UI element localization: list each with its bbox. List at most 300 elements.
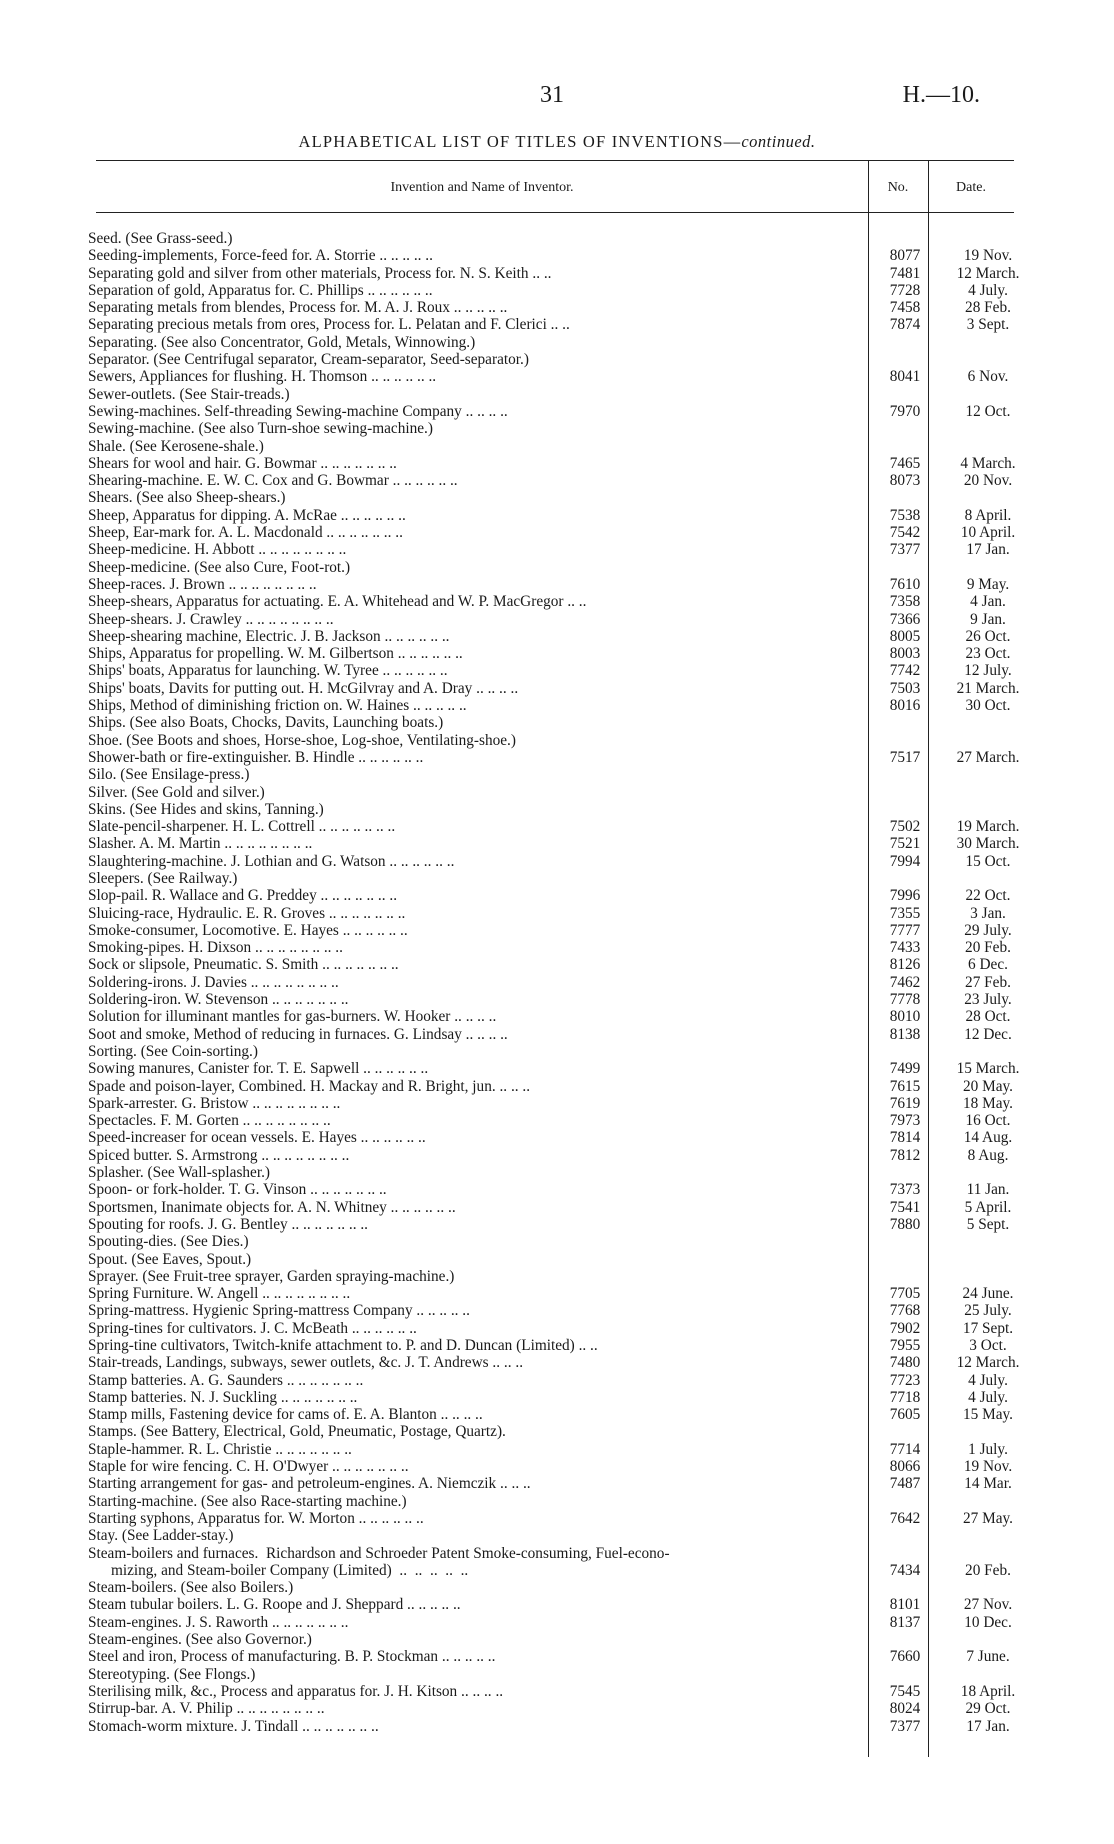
list-item [88, 1095, 1048, 1112]
invention-title: Sheep-shearing machine, Electric. J. B. Jackson .. .. .. .. .. .. [88, 627, 450, 645]
patent-number: 7768 [889, 1302, 921, 1320]
document-reference: H.—10. [902, 82, 980, 108]
patent-date: 12 July. [964, 662, 1012, 680]
list-item [88, 680, 1048, 697]
invention-title: Stay. (See Ladder-stay.) [88, 1527, 234, 1545]
patent-date: 26 Oct. [965, 627, 1011, 645]
rule-top [96, 160, 1014, 161]
list-item [88, 611, 1048, 628]
patent-number: 7610 [889, 575, 921, 593]
patent-number: 7502 [889, 818, 921, 836]
list-item [88, 853, 1048, 870]
patent-number: 8066 [889, 1458, 921, 1476]
list-item [88, 1354, 1048, 1371]
list-item [88, 1700, 1048, 1717]
list-item [88, 766, 1048, 783]
inventions-list [88, 230, 1048, 1735]
patent-number: 7718 [889, 1388, 921, 1406]
invention-title: Sowing manures, Canister for. T. E. Sapwell .. .. .. .. .. .. [88, 1060, 429, 1078]
col-header-invention: Invention and Name of Inventor. [390, 180, 574, 195]
list-item [88, 507, 1048, 524]
title-continued: continued. [741, 132, 816, 151]
invention-title: Ships' boats, Davits for putting out. H. McGilvray and A. Dray .. .. .. .. [88, 679, 519, 697]
list-item [88, 1043, 1048, 1060]
patent-number: 7996 [889, 887, 921, 905]
patent-number: 7465 [889, 454, 921, 472]
patent-date: 23 Oct. [965, 645, 1011, 663]
patent-date: 8 Aug. [967, 1146, 1009, 1164]
list-item [88, 1060, 1048, 1077]
patent-date: 15 Oct. [965, 852, 1011, 870]
list-item [88, 801, 1048, 818]
patent-number: 7377 [889, 1717, 921, 1735]
invention-title: Sheep-shears. J. Crawley .. .. .. .. .. .. .. .. [88, 610, 334, 628]
list-item [88, 1268, 1048, 1285]
invention-title: Sheep-medicine. H. Abbott .. .. .. .. .. .. .. .. [88, 541, 347, 559]
patent-number: 8101 [889, 1596, 921, 1614]
invention-title: Shale. (See Kerosene-shale.) [88, 437, 264, 455]
list-item [88, 939, 1048, 956]
invention-title: Steam-engines. (See also Governor.) [88, 1631, 312, 1649]
patent-date: 16 Oct. [965, 1112, 1011, 1130]
invention-title: Stamps. (See Battery, Electrical, Gold, Pneumatic, Postage, Quartz). [88, 1423, 506, 1441]
list-item [88, 1147, 1048, 1164]
invention-title: Ships, Method of diminishing friction on. W. Haines .. .. .. .. .. [88, 697, 467, 715]
invention-title: Shower-bath or fire-extinguisher. B. Hindle .. .. .. .. .. .. [88, 748, 424, 766]
invention-title: Spring-tines for cultivators. J. C. McBeath .. .. .. .. .. .. [88, 1319, 417, 1337]
patent-number: 8126 [889, 956, 921, 974]
patent-date: 20 May. [963, 1077, 1013, 1095]
patent-date: 28 Oct. [965, 1008, 1011, 1026]
patent-date: 15 May. [963, 1406, 1013, 1424]
patent-number: 7660 [889, 1648, 921, 1666]
patent-number: 7373 [889, 1181, 921, 1199]
patent-number: 7880 [889, 1215, 921, 1233]
list-item [88, 887, 1048, 904]
patent-date: 18 May. [963, 1094, 1013, 1112]
patent-number: 7615 [889, 1077, 921, 1095]
invention-title: Sprayer. (See Fruit-tree sprayer, Garden spraying-machine.) [88, 1267, 455, 1285]
list-item [88, 247, 1048, 264]
list-item [88, 1251, 1048, 1268]
list-item [88, 1233, 1048, 1250]
list-item [88, 1579, 1048, 1596]
list-item [88, 524, 1048, 541]
patent-number: 7377 [889, 541, 921, 559]
patent-date: 9 May. [966, 575, 1010, 593]
patent-number: 7994 [889, 852, 921, 870]
invention-title: Separating gold and silver from other materials, Process for. N. S. Keith .. .. [88, 264, 552, 282]
invention-title: Sleepers. (See Railway.) [88, 869, 238, 887]
title-main: ALPHABETICAL LIST OF TITLES OF INVENTIONS— [298, 132, 742, 151]
invention-title: Shearing-machine. E. W. C. Cox and G. Bowmar .. .. .. .. .. .. [88, 472, 458, 490]
invention-title: Silver. (See Gold and silver.) [88, 783, 265, 801]
list-item [88, 1320, 1048, 1337]
patent-date: 19 March. [956, 818, 1020, 836]
list-item [88, 956, 1048, 973]
patent-number: 8010 [889, 1008, 921, 1026]
list-item [88, 541, 1048, 558]
invention-title: Starting syphons, Apparatus for. W. Morton .. .. .. .. .. .. [88, 1509, 424, 1527]
patent-date: 28 Feb. [965, 299, 1011, 317]
invention-title: Slop-pail. R. Wallace and G. Preddey .. .. .. .. .. .. .. [88, 887, 398, 905]
list-item [88, 576, 1048, 593]
invention-title: Sheep, Apparatus for dipping. A. McRae .. .. .. .. .. .. [88, 506, 406, 524]
list-item [88, 974, 1048, 991]
list-item [88, 1527, 1048, 1544]
invention-title: Separator. (See Centrifugal separator, Cream-separator, Seed-separator.) [88, 351, 529, 369]
patent-date: 20 Feb. [965, 939, 1011, 957]
patent-number: 7874 [889, 316, 921, 334]
patent-number: 7642 [889, 1509, 921, 1527]
list-item [88, 1372, 1048, 1389]
patent-number: 7778 [889, 991, 921, 1009]
patent-number: 7355 [889, 904, 921, 922]
list-item [88, 1129, 1048, 1146]
patent-number: 7777 [889, 921, 921, 939]
invention-title: Sewing-machines. Self-threading Sewing-machine Company .. .. .. .. [88, 402, 508, 420]
invention-title: Sheep-shears, Apparatus for actuating. E. A. Whitehead and W. P. MacGregor .. .. [88, 593, 587, 611]
patent-date: 9 Jan. [970, 610, 1006, 628]
patent-date: 4 March. [960, 454, 1016, 472]
invention-title: Sheep-medicine. (See also Cure, Foot-rot.) [88, 558, 351, 576]
list-item [88, 282, 1048, 299]
col-header-no: No. [887, 180, 909, 195]
patent-date: 17 Sept. [962, 1319, 1014, 1337]
invention-title: Separating. (See also Concentrator, Gold, Metals, Winnowing.) [88, 333, 476, 351]
invention-title: Spoon- or fork-holder. T. G. Vinson .. .. .. .. .. .. .. [88, 1181, 387, 1199]
patent-date: 4 July. [968, 1371, 1008, 1389]
invention-title: Shears. (See also Sheep-shears.) [88, 489, 286, 507]
patent-number: 7619 [889, 1094, 921, 1112]
patent-number: 7955 [889, 1337, 921, 1354]
invention-title: Spouting-dies. (See Dies.) [88, 1233, 249, 1251]
invention-title: Stirrup-bar. A. V. Philip .. .. .. .. .. .. .. .. [88, 1700, 325, 1718]
invention-title: Soot and smoke, Method of reducing in furnaces. G. Lindsay .. .. .. .. [88, 1025, 508, 1043]
invention-title: Sheep, Ear-mark for. A. L. Macdonald .. .. .. .. .. .. .. [88, 524, 403, 542]
patent-number: 8005 [889, 627, 921, 645]
patent-date: 3 Sept. [966, 316, 1010, 334]
invention-title: Sewer-outlets. (See Stair-treads.) [88, 385, 290, 403]
patent-number: 7973 [889, 1112, 921, 1130]
list-item [88, 1181, 1048, 1198]
list-item [88, 299, 1048, 316]
invention-title: Spring Furniture. W. Angell .. .. .. .. .. .. .. .. [88, 1285, 351, 1303]
list-item [88, 1406, 1048, 1423]
list-item [88, 749, 1048, 766]
invention-title: Smoke-consumer, Locomotive. E. Hayes .. .. .. .. .. .. [88, 921, 408, 939]
patent-number: 8137 [889, 1613, 921, 1631]
patent-number: 7723 [889, 1371, 921, 1389]
list-item [88, 1078, 1048, 1095]
list-item [88, 1666, 1048, 1683]
list-item [88, 334, 1048, 351]
invention-title: Slaughtering-machine. J. Lothian and G. Watson .. .. .. .. .. .. [88, 852, 455, 870]
list-item [88, 386, 1048, 403]
invention-title: Steam-engines. J. S. Raworth .. .. .. .. .. .. .. [88, 1613, 349, 1631]
invention-title: Spark-arrester. G. Bristow .. .. .. .. .. .. .. .. [88, 1094, 341, 1112]
list-item [88, 420, 1048, 437]
rule-header-bottom [96, 212, 1014, 213]
invention-title: Separation of gold, Apparatus for. C. Phillips .. .. .. .. .. .. [88, 281, 433, 299]
patent-number: 8024 [889, 1700, 921, 1718]
list-item [88, 1389, 1048, 1406]
patent-date: 5 April. [964, 1198, 1012, 1216]
invention-title: Steam-boilers. (See also Boilers.) [88, 1579, 294, 1597]
patent-date: 10 Dec. [964, 1613, 1012, 1631]
list-item [88, 316, 1048, 333]
patent-date: 4 July. [968, 281, 1008, 299]
patent-date: 15 March. [956, 1060, 1020, 1078]
patent-number: 7902 [889, 1319, 921, 1337]
list-item [88, 368, 1048, 385]
patent-number: 7433 [889, 939, 921, 957]
invention-title: Staple-hammer. R. L. Christie .. .. .. .. .. .. .. [88, 1440, 352, 1458]
list-item [88, 230, 1048, 247]
invention-title: Starting-machine. (See also Race-starting machine.) [88, 1492, 407, 1510]
patent-date: 12 Dec. [964, 1025, 1012, 1043]
invention-title: Soldering-iron. W. Stevenson .. .. .. .. .. .. .. [88, 991, 349, 1009]
patent-number: 7541 [889, 1198, 921, 1216]
invention-title: Steam-boilers and furnaces. Richardson and Schroeder Patent Smoke-consuming, Fuel-econo- mizing, and Steam-boiler Company (Limited) .. .. .. .. .. [88, 1544, 670, 1579]
invention-title: Stamp batteries. A. G. Saunders .. .. .. .. .. .. .. [88, 1371, 364, 1389]
list-item [88, 1631, 1048, 1648]
list-item [88, 1493, 1048, 1510]
list-item [88, 1285, 1048, 1302]
list-item [88, 559, 1048, 576]
patent-date: 12 Oct. [965, 402, 1011, 420]
invention-title: Spring-tine cultivators, Twitch-knife attachment to. P. and D. Duncan (Limited) .. .. [88, 1337, 598, 1354]
list-item [88, 991, 1048, 1008]
list-item [88, 1423, 1048, 1440]
invention-title: Spiced butter. S. Armstrong .. .. .. .. .. .. .. .. [88, 1146, 350, 1164]
page-title [0, 132, 1114, 152]
patent-date: 21 March. [956, 679, 1020, 697]
patent-number: 7517 [889, 748, 921, 766]
list-item [88, 662, 1048, 679]
patent-date: 7 June. [966, 1648, 1010, 1666]
patent-number: 7487 [889, 1475, 921, 1493]
patent-number: 7814 [889, 1129, 921, 1147]
patent-date: 8 April. [964, 506, 1012, 524]
patent-number: 7705 [889, 1285, 921, 1303]
patent-date: 18 April. [960, 1682, 1016, 1700]
patent-date: 24 June. [962, 1285, 1014, 1303]
list-item [88, 714, 1048, 731]
invention-title: Seeding-implements, Force-feed for. A. Storrie .. .. .. .. .. [88, 247, 433, 265]
invention-title: Solution for illuminant mantles for gas-burners. W. Hooker .. .. .. .. [88, 1008, 497, 1026]
col-header-date: Date. [956, 180, 986, 195]
patent-date: 6 Nov. [967, 368, 1009, 386]
patent-number: 8073 [889, 472, 921, 490]
invention-title: Sheep-races. J. Brown .. .. .. .. .. .. .. .. [88, 575, 317, 593]
invention-title: Sluicing-race, Hydraulic. E. R. Groves .. .. .. .. .. .. .. [88, 904, 406, 922]
list-item [88, 1475, 1048, 1492]
list-item [88, 455, 1048, 472]
list-item [88, 1026, 1048, 1043]
patent-date: 23 July. [964, 991, 1012, 1009]
patent-date: 14 Mar. [964, 1475, 1012, 1493]
invention-title: Separating precious metals from ores, Process for. L. Pelatan and F. Clerici .. .. [88, 316, 570, 334]
patent-date: 12 March. [956, 1354, 1020, 1372]
patent-number: 7503 [889, 679, 921, 697]
list-item [88, 1164, 1048, 1181]
invention-title: Sportsmen, Inanimate objects for. A. N. Whitney .. .. .. .. .. .. [88, 1198, 456, 1216]
patent-date: 27 March. [956, 748, 1020, 766]
patent-number: 7728 [889, 281, 921, 299]
list-item [88, 1510, 1048, 1527]
patent-date: 29 Oct. [965, 1700, 1011, 1718]
patent-date: 27 Feb. [965, 973, 1011, 991]
list-item [88, 265, 1048, 282]
invention-title: Spouting for roofs. J. G. Bentley .. .. .. .. .. .. .. [88, 1215, 369, 1233]
list-item [88, 438, 1048, 455]
invention-title: Shoe. (See Boots and shoes, Horse-shoe, Log-shoe, Ventilating-shoe.) [88, 731, 516, 749]
invention-title: Spectacles. F. M. Gorten .. .. .. .. .. .. .. .. [88, 1112, 331, 1130]
patent-date: 25 July. [964, 1302, 1012, 1320]
list-item [88, 472, 1048, 489]
invention-title: Spade and poison-layer, Combined. H. Mackay and R. Bright, jun. .. .. .. [88, 1077, 531, 1095]
list-item [88, 1199, 1048, 1216]
list-item [88, 1216, 1048, 1233]
invention-title: Seed. (See Grass-seed.) [88, 230, 233, 247]
patent-date: 5 Sept. [966, 1215, 1010, 1233]
list-item [88, 1458, 1048, 1475]
invention-title: Soldering-irons. J. Davies .. .. .. .. .. .. .. .. [88, 973, 339, 991]
patent-number: 8077 [889, 247, 921, 265]
patent-date: 22 Oct. [965, 887, 1011, 905]
list-item [88, 593, 1048, 610]
invention-title: Stamp mills, Fastening device for cams of. E. A. Blanton .. .. .. .. [88, 1406, 483, 1424]
patent-date: 4 Jan. [970, 593, 1006, 611]
patent-date: 10 April. [960, 524, 1016, 542]
list-item [88, 1008, 1048, 1025]
patent-number: 7366 [889, 610, 921, 628]
patent-date: 17 Jan. [966, 1717, 1010, 1735]
invention-title: Speed-increaser for ocean vessels. E. Hayes .. .. .. .. .. .. [88, 1129, 426, 1147]
patent-number: 7538 [889, 506, 921, 524]
patent-number: 7458 [889, 299, 921, 317]
patent-number: 8003 [889, 645, 921, 663]
list-item [88, 818, 1048, 835]
invention-title: Ships. (See also Boats, Chocks, Davits, Launching boats.) [88, 714, 444, 732]
patent-date: 12 March. [956, 264, 1020, 282]
list-item [88, 1441, 1048, 1458]
invention-title: Stomach-worm mixture. J. Tindall .. .. .. .. .. .. .. [88, 1717, 379, 1735]
invention-title: Ships' boats, Apparatus for launching. W. Tyree .. .. .. .. .. .. [88, 662, 448, 680]
patent-date: 17 Jan. [966, 541, 1010, 559]
patent-date: 3 Jan. [970, 904, 1006, 922]
invention-title: Stair-treads, Landings, subways, sewer outlets, &c. J. T. Andrews .. .. .. [88, 1354, 524, 1372]
patent-date: 27 Nov. [963, 1596, 1013, 1614]
list-item [88, 697, 1048, 714]
list-item [88, 1614, 1048, 1631]
list-item [88, 784, 1048, 801]
patent-number: 7714 [889, 1440, 921, 1458]
list-item [88, 1112, 1048, 1129]
list-item [88, 1683, 1048, 1700]
list-item [88, 1545, 1048, 1580]
invention-title: Sewers, Appliances for flushing. H. Thomson .. .. .. .. .. .. [88, 368, 437, 386]
invention-title: Ships, Apparatus for propelling. W. M. Gilbertson .. .. .. .. .. .. [88, 645, 463, 663]
patent-date: 30 March. [956, 835, 1020, 853]
patent-number: 7499 [889, 1060, 921, 1078]
patent-date: 20 Nov. [963, 472, 1013, 490]
patent-date: 27 May. [963, 1509, 1013, 1527]
list-item [88, 645, 1048, 662]
invention-title: Slasher. A. M. Martin .. .. .. .. .. .. .. .. [88, 835, 313, 853]
patent-number: 8138 [889, 1025, 921, 1043]
invention-title: Stereotyping. (See Flongs.) [88, 1665, 256, 1683]
patent-date: 19 Nov. [963, 1458, 1013, 1476]
invention-title: Silo. (See Ensilage-press.) [88, 766, 250, 784]
patent-number: 7462 [889, 973, 921, 991]
invention-title: Spout. (See Eaves, Spout.) [88, 1250, 252, 1268]
patent-date: 6 Dec. [968, 956, 1008, 974]
patent-number: 8016 [889, 697, 921, 715]
list-item [88, 1648, 1048, 1665]
list-item [88, 732, 1048, 749]
list-item [88, 1718, 1048, 1735]
patent-number: 7481 [889, 264, 921, 282]
invention-title: Sewing-machine. (See also Turn-shoe sewing-machine.) [88, 420, 433, 438]
patent-date: 4 July. [968, 1388, 1008, 1406]
patent-date: 19 Nov. [963, 247, 1013, 265]
invention-title: Spring-mattress. Hygienic Spring-mattress Company .. .. .. .. .. [88, 1302, 470, 1320]
invention-title: Skins. (See Hides and skins, Tanning.) [88, 800, 324, 818]
invention-title: Starting arrangement for gas- and petroleum-engines. A. Niemczik .. .. .. [88, 1475, 531, 1493]
patent-date: 11 Jan. [966, 1181, 1010, 1199]
list-item [88, 1596, 1048, 1613]
list-item [88, 628, 1048, 645]
patent-number: 7605 [889, 1406, 921, 1424]
patent-date: 20 Feb. [965, 1561, 1011, 1579]
invention-title: Splasher. (See Wall-splasher.) [88, 1164, 271, 1182]
invention-title: Steel and iron, Process of manufacturing. B. P. Stockman .. .. .. .. .. [88, 1648, 496, 1666]
patent-number: 7480 [889, 1354, 921, 1372]
patent-number: 7545 [889, 1682, 921, 1700]
list-item [88, 1337, 1048, 1354]
invention-title: Stamp batteries. N. J. Suckling .. .. .. .. .. .. .. [88, 1388, 358, 1406]
list-item [88, 489, 1048, 506]
list-item [88, 870, 1048, 887]
list-item [88, 1302, 1048, 1319]
list-item [88, 922, 1048, 939]
invention-title: Staple for wire fencing. C. H. O'Dwyer .. .. .. .. .. .. .. [88, 1458, 409, 1476]
patent-number: 7358 [889, 593, 921, 611]
patent-number: 7542 [889, 524, 921, 542]
invention-title: Smoking-pipes. H. Dixson .. .. .. .. .. .. .. .. [88, 939, 343, 957]
invention-title: Sock or slipsole, Pneumatic. S. Smith .. .. .. .. .. .. .. [88, 956, 399, 974]
invention-title: Shears for wool and hair. G. Bowmar .. .. .. .. .. .. .. [88, 454, 397, 472]
invention-title: Steam tubular boilers. L. G. Roope and J. Sheppard .. .. .. .. .. [88, 1596, 461, 1614]
patent-number: 7742 [889, 662, 921, 680]
list-item [88, 351, 1048, 368]
page-number: 31 [540, 82, 564, 108]
list-item [88, 905, 1048, 922]
patent-date: 14 Aug. [963, 1129, 1013, 1147]
patent-date: 29 July. [964, 921, 1012, 939]
patent-number: 8041 [889, 368, 921, 386]
invention-title: Sorting. (See Coin-sorting.) [88, 1042, 258, 1060]
patent-number: 7812 [889, 1146, 921, 1164]
patent-date: 3 Oct. [969, 1337, 1007, 1354]
invention-title: Slate-pencil-sharpener. H. L. Cottrell .. .. .. .. .. .. .. [88, 818, 396, 836]
invention-title: Separating metals from blendes, Process for. M. A. J. Roux .. .. .. .. .. [88, 299, 508, 317]
patent-number: 7434 [889, 1561, 921, 1579]
list-item [88, 403, 1048, 420]
patent-date: 30 Oct. [965, 697, 1011, 715]
